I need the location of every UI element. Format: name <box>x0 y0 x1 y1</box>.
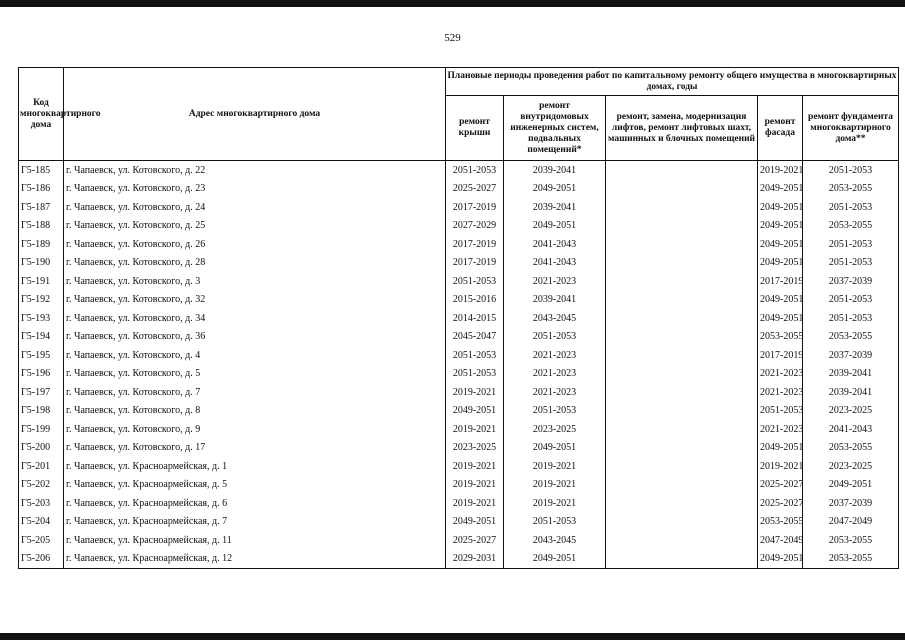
cell-roof: 2025-2027 <box>446 180 504 199</box>
cell-foundation: 2041-2043 <box>803 420 899 439</box>
cell-roof: 2051-2053 <box>446 365 504 384</box>
cell-foundation: 2037-2039 <box>803 494 899 513</box>
header-code: Код многоквартирного дома <box>19 68 64 161</box>
cell-code: Г5-206 <box>19 550 64 569</box>
cell-facade: 2049-2051 <box>758 309 803 328</box>
cell-facade: 2049-2051 <box>758 291 803 310</box>
cell-lifts <box>606 531 758 550</box>
cell-facade: 2021-2023 <box>758 365 803 384</box>
cell-systems: 2021-2023 <box>504 365 606 384</box>
cell-foundation: 2051-2053 <box>803 309 899 328</box>
table-row <box>19 420 899 439</box>
cell-lifts <box>606 457 758 476</box>
cell-systems: 2051-2053 <box>504 402 606 421</box>
cell-foundation: 2037-2039 <box>803 272 899 291</box>
cell-facade: 2047-2049 <box>758 531 803 550</box>
cell-systems: 2051-2053 <box>504 513 606 532</box>
cell-systems: 2019-2021 <box>504 494 606 513</box>
cell-systems: 2023-2025 <box>504 420 606 439</box>
cell-lifts <box>606 254 758 273</box>
cell-lifts <box>606 198 758 217</box>
cell-code: Г5-193 <box>19 309 64 328</box>
cell-code: Г5-190 <box>19 254 64 273</box>
cell-roof: 2045-2047 <box>446 328 504 347</box>
cell-foundation: 2051-2053 <box>803 161 899 180</box>
table-row <box>19 457 899 476</box>
header-group: Плановые периоды проведения работ по капитальному ремонту общего имущества в многоквартирных домах, годы <box>446 68 899 96</box>
header-foundation: ремонт фундамента многоквартирного дома** <box>803 96 899 161</box>
cell-foundation: 2037-2039 <box>803 346 899 365</box>
cell-roof: 2019-2021 <box>446 494 504 513</box>
cell-address: г. Чапаевск, ул. Котовского, д. 23 <box>64 180 446 199</box>
header-systems: ремонт внутридомовых инженерных систем, подвальных помещений* <box>504 96 606 161</box>
cell-foundation: 2049-2051 <box>803 476 899 495</box>
cell-lifts <box>606 439 758 458</box>
table-row <box>19 161 899 180</box>
table-row <box>19 254 899 273</box>
cell-code: Г5-187 <box>19 198 64 217</box>
cell-address: г. Чапаевск, ул. Котовского, д. 3 <box>64 272 446 291</box>
cell-lifts <box>606 346 758 365</box>
cell-facade: 2049-2051 <box>758 235 803 254</box>
table-row <box>19 476 899 495</box>
cell-address: г. Чапаевск, ул. Котовского, д. 26 <box>64 235 446 254</box>
cell-code: Г5-194 <box>19 328 64 347</box>
cell-systems: 2021-2023 <box>504 272 606 291</box>
cell-address: г. Чапаевск, ул. Красноармейская, д. 11 <box>64 531 446 550</box>
header-address: Адрес многоквартирного дома <box>64 68 446 161</box>
table-row <box>19 272 899 291</box>
capital-repair-table <box>18 67 899 569</box>
table-row <box>19 494 899 513</box>
cell-lifts <box>606 513 758 532</box>
cell-facade: 2053-2055 <box>758 513 803 532</box>
cell-lifts <box>606 476 758 495</box>
cell-roof: 2014-2015 <box>446 309 504 328</box>
cell-address: г. Чапаевск, ул. Котовского, д. 8 <box>64 402 446 421</box>
cell-code: Г5-204 <box>19 513 64 532</box>
cell-code: Г5-201 <box>19 457 64 476</box>
cell-lifts <box>606 402 758 421</box>
header-lifts: ремонт, замена, модернизация лифтов, ремонт лифтовых шахт, машинных и блочных помещений <box>606 96 758 161</box>
cell-address: г. Чапаевск, ул. Котовского, д. 36 <box>64 328 446 347</box>
cell-systems: 2039-2041 <box>504 161 606 180</box>
cell-code: Г5-192 <box>19 291 64 310</box>
cell-address: г. Чапаевск, ул. Красноармейская, д. 5 <box>64 476 446 495</box>
header-facade: ремонт фасада <box>758 96 803 161</box>
cell-facade: 2053-2055 <box>758 328 803 347</box>
cell-systems: 2021-2023 <box>504 383 606 402</box>
cell-roof: 2019-2021 <box>446 476 504 495</box>
cell-lifts <box>606 494 758 513</box>
cell-roof: 2049-2051 <box>446 402 504 421</box>
cell-code: Г5-186 <box>19 180 64 199</box>
cell-address: г. Чапаевск, ул. Котовского, д. 34 <box>64 309 446 328</box>
table-row <box>19 439 899 458</box>
cell-address: г. Чапаевск, ул. Котовского, д. 4 <box>64 346 446 365</box>
cell-facade: 2025-2027 <box>758 494 803 513</box>
cell-facade: 2019-2021 <box>758 161 803 180</box>
cell-systems: 2043-2045 <box>504 531 606 550</box>
cell-systems: 2051-2053 <box>504 328 606 347</box>
cell-facade: 2025-2027 <box>758 476 803 495</box>
cell-code: Г5-197 <box>19 383 64 402</box>
cell-roof: 2025-2027 <box>446 531 504 550</box>
cell-address: г. Чапаевск, ул. Котовского, д. 24 <box>64 198 446 217</box>
cell-facade: 2049-2051 <box>758 254 803 273</box>
cell-foundation: 2051-2053 <box>803 235 899 254</box>
cell-systems: 2041-2043 <box>504 235 606 254</box>
cell-facade: 2049-2051 <box>758 439 803 458</box>
cell-foundation: 2023-2025 <box>803 457 899 476</box>
cell-foundation: 2023-2025 <box>803 402 899 421</box>
cell-address: г. Чапаевск, ул. Красноармейская, д. 12 <box>64 550 446 569</box>
cell-code: Г5-202 <box>19 476 64 495</box>
cell-roof: 2015-2016 <box>446 291 504 310</box>
cell-address: г. Чапаевск, ул. Красноармейская, д. 6 <box>64 494 446 513</box>
cell-foundation: 2053-2055 <box>803 328 899 347</box>
cell-foundation: 2051-2053 <box>803 254 899 273</box>
cell-foundation: 2039-2041 <box>803 383 899 402</box>
cell-foundation: 2053-2055 <box>803 550 899 569</box>
cell-systems: 2019-2021 <box>504 457 606 476</box>
cell-roof: 2019-2021 <box>446 420 504 439</box>
cell-facade: 2049-2051 <box>758 198 803 217</box>
cell-lifts <box>606 217 758 236</box>
cell-roof: 2049-2051 <box>446 513 504 532</box>
cell-roof: 2029-2031 <box>446 550 504 569</box>
cell-systems: 2043-2045 <box>504 309 606 328</box>
table-body <box>19 161 899 569</box>
cell-lifts <box>606 291 758 310</box>
cell-lifts <box>606 180 758 199</box>
table-row <box>19 513 899 532</box>
cell-facade: 2021-2023 <box>758 420 803 439</box>
table-row <box>19 180 899 199</box>
cell-address: г. Чапаевск, ул. Котовского, д. 5 <box>64 365 446 384</box>
cell-roof: 2019-2021 <box>446 383 504 402</box>
cell-roof: 2023-2025 <box>446 439 504 458</box>
cell-address: г. Чапаевск, ул. Котовского, д. 22 <box>64 161 446 180</box>
table-row <box>19 198 899 217</box>
cell-foundation: 2051-2053 <box>803 198 899 217</box>
cell-roof: 2017-2019 <box>446 198 504 217</box>
cell-code: Г5-188 <box>19 217 64 236</box>
cell-facade: 2051-2053 <box>758 402 803 421</box>
table-row <box>19 383 899 402</box>
cell-foundation: 2051-2053 <box>803 291 899 310</box>
cell-code: Г5-191 <box>19 272 64 291</box>
header-roof: ремонт крыши <box>446 96 504 161</box>
bottom-border-bar <box>0 633 905 640</box>
cell-lifts <box>606 420 758 439</box>
cell-code: Г5-203 <box>19 494 64 513</box>
cell-systems: 2019-2021 <box>504 476 606 495</box>
cell-lifts <box>606 235 758 254</box>
cell-facade: 2017-2019 <box>758 272 803 291</box>
table-row <box>19 235 899 254</box>
cell-code: Г5-200 <box>19 439 64 458</box>
cell-systems: 2039-2041 <box>504 198 606 217</box>
cell-foundation: 2053-2055 <box>803 217 899 236</box>
cell-systems: 2039-2041 <box>504 291 606 310</box>
cell-code: Г5-199 <box>19 420 64 439</box>
cell-code: Г5-198 <box>19 402 64 421</box>
cell-facade: 2019-2021 <box>758 457 803 476</box>
top-border-bar <box>0 0 905 7</box>
cell-roof: 2051-2053 <box>446 346 504 365</box>
cell-address: г. Чапаевск, ул. Котовского, д. 28 <box>64 254 446 273</box>
table-row <box>19 291 899 310</box>
cell-systems: 2049-2051 <box>504 180 606 199</box>
cell-lifts <box>606 161 758 180</box>
cell-facade: 2049-2051 <box>758 217 803 236</box>
cell-roof: 2017-2019 <box>446 254 504 273</box>
cell-facade: 2021-2023 <box>758 383 803 402</box>
cell-facade: 2049-2051 <box>758 180 803 199</box>
cell-lifts <box>606 272 758 291</box>
cell-lifts <box>606 383 758 402</box>
cell-address: г. Чапаевск, ул. Красноармейская, д. 7 <box>64 513 446 532</box>
page-number: 529 <box>444 32 461 44</box>
table-row <box>19 217 899 236</box>
cell-roof: 2027-2029 <box>446 217 504 236</box>
cell-systems: 2049-2051 <box>504 217 606 236</box>
cell-address: г. Чапаевск, ул. Котовского, д. 9 <box>64 420 446 439</box>
cell-address: г. Чапаевск, ул. Котовского, д. 25 <box>64 217 446 236</box>
cell-roof: 2019-2021 <box>446 457 504 476</box>
cell-lifts <box>606 328 758 347</box>
cell-code: Г5-196 <box>19 365 64 384</box>
cell-address: г. Чапаевск, ул. Котовского, д. 7 <box>64 383 446 402</box>
table-row <box>19 550 899 569</box>
table-row <box>19 402 899 421</box>
cell-address: г. Чапаевск, ул. Котовского, д. 32 <box>64 291 446 310</box>
cell-code: Г5-205 <box>19 531 64 550</box>
cell-foundation: 2053-2055 <box>803 531 899 550</box>
cell-foundation: 2047-2049 <box>803 513 899 532</box>
cell-systems: 2049-2051 <box>504 439 606 458</box>
cell-lifts <box>606 309 758 328</box>
cell-code: Г5-185 <box>19 161 64 180</box>
cell-roof: 2051-2053 <box>446 161 504 180</box>
cell-foundation: 2053-2055 <box>803 180 899 199</box>
cell-roof: 2051-2053 <box>446 272 504 291</box>
cell-address: г. Чапаевск, ул. Красноармейская, д. 1 <box>64 457 446 476</box>
cell-code: Г5-195 <box>19 346 64 365</box>
cell-systems: 2049-2051 <box>504 550 606 569</box>
table-row <box>19 365 899 384</box>
cell-foundation: 2039-2041 <box>803 365 899 384</box>
cell-lifts <box>606 550 758 569</box>
table-row <box>19 531 899 550</box>
cell-code: Г5-189 <box>19 235 64 254</box>
table-row <box>19 346 899 365</box>
cell-roof: 2017-2019 <box>446 235 504 254</box>
cell-systems: 2021-2023 <box>504 346 606 365</box>
cell-facade: 2017-2019 <box>758 346 803 365</box>
cell-address: г. Чапаевск, ул. Котовского, д. 17 <box>64 439 446 458</box>
table-row <box>19 328 899 347</box>
cell-systems: 2041-2043 <box>504 254 606 273</box>
cell-foundation: 2053-2055 <box>803 439 899 458</box>
table-row <box>19 309 899 328</box>
cell-facade: 2049-2051 <box>758 550 803 569</box>
cell-lifts <box>606 365 758 384</box>
